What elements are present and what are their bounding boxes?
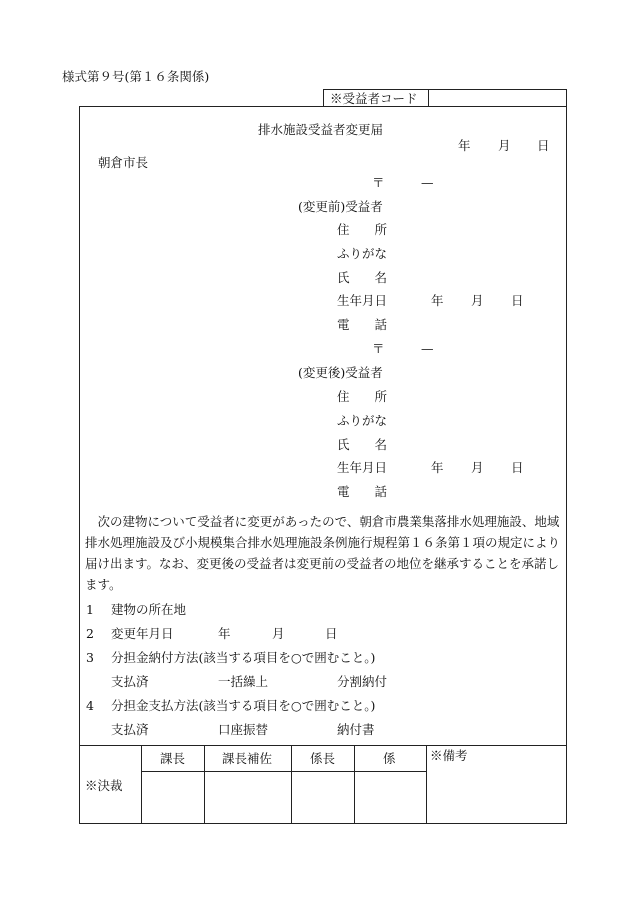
stamp-cell-section-chief[interactable] — [142, 772, 203, 823]
before-birth-day: 日 — [511, 293, 524, 308]
remarks-label: ※備考 — [430, 748, 468, 763]
declaration-text: 次の建物について受益者に変更があったので、朝倉市農業集落排水処理施設、地域排水処理施設及び小規模集合排水処理施設条例施行規程第１６条第１項の規定により届け出ます。なお、変更後の受益者は変更前の受益者の地位を継承することを承諾します。 — [85, 514, 561, 592]
after-phone-label: 電 話 — [337, 484, 388, 499]
addressee: 朝倉市長 — [98, 155, 149, 170]
after-heading: (変更後)受益者 — [298, 365, 383, 380]
before-heading: (変更前)受益者 — [298, 199, 383, 214]
item-1-label: 建物の所在地 — [111, 602, 187, 617]
item-3-label: 分担金納付方法(該当する項目を○で囲むこと。) — [111, 650, 376, 665]
before-postal-mark: 〒 — [372, 175, 385, 190]
before-phone-label: 電 話 — [337, 317, 388, 332]
item-2-label: 変更年月日 — [111, 626, 174, 641]
beneficiary-code-label: ※受益者コード — [330, 91, 418, 106]
item-3-option-installment[interactable]: 分割納付 — [337, 674, 388, 689]
item-3-option-paid[interactable]: 支払済 — [111, 674, 149, 689]
before-address-label: 住 所 — [337, 222, 388, 237]
beneficiary-code-box — [323, 89, 567, 107]
before-postal-dash: — — [421, 175, 434, 190]
after-furigana-label: ふりがな — [337, 413, 388, 428]
item-4-option-payment-slip[interactable]: 納付書 — [337, 722, 375, 737]
beneficiary-code-field[interactable] — [430, 91, 564, 106]
after-name-label: 氏 名 — [337, 437, 388, 452]
after-postal-mark: 〒 — [372, 341, 385, 356]
item-2-month: 月 — [272, 626, 285, 641]
form-title: 排水施設受益者変更届 — [258, 122, 384, 137]
approval-col-subsection-chief: 係長 — [310, 751, 336, 766]
date-day: 日 — [537, 138, 550, 153]
before-name-label: 氏 名 — [337, 270, 388, 285]
stamp-cell-subsection-chief[interactable] — [292, 772, 353, 823]
form-number: 様式第９号(第１６条関係) — [62, 69, 210, 84]
after-birth-year: 年 — [431, 460, 444, 475]
before-birth-label: 生年月日 — [337, 293, 388, 308]
item-3-option-lump-sum[interactable]: 一括繰上 — [218, 674, 269, 689]
after-address-label: 住 所 — [337, 389, 388, 404]
after-birth-month: 月 — [471, 460, 484, 475]
stamp-cell-deputy-chief[interactable] — [205, 772, 290, 823]
approval-table-top-border — [79, 745, 567, 746]
approval-label: ※決裁 — [85, 778, 123, 793]
item-2-number: 2 — [86, 626, 94, 641]
item-1-number: 1 — [86, 602, 94, 617]
item-2-day: 日 — [325, 626, 338, 641]
item-3-number: 3 — [86, 650, 94, 665]
approval-col-deputy-chief: 課長補佐 — [222, 751, 273, 766]
after-birth-day: 日 — [511, 460, 524, 475]
item-4-option-paid[interactable]: 支払済 — [111, 722, 149, 737]
stamp-cell-staff[interactable] — [355, 772, 425, 823]
item-2-year: 年 — [218, 626, 231, 641]
before-birth-month: 月 — [471, 293, 484, 308]
after-postal-dash: — — [421, 341, 434, 356]
date-month: 月 — [498, 138, 511, 153]
item-4-label: 分担金支払方法(該当する項目を○で囲むこと。) — [111, 698, 376, 713]
before-birth-year: 年 — [431, 293, 444, 308]
approval-col-section-chief: 課長 — [160, 751, 186, 766]
approval-col-staff: 係 — [383, 751, 396, 766]
date-year: 年 — [458, 138, 471, 153]
item-4-number: 4 — [86, 698, 94, 713]
after-birth-label: 生年月日 — [337, 460, 388, 475]
item-4-option-bank-transfer[interactable]: 口座振替 — [218, 722, 269, 737]
before-furigana-label: ふりがな — [337, 246, 388, 261]
